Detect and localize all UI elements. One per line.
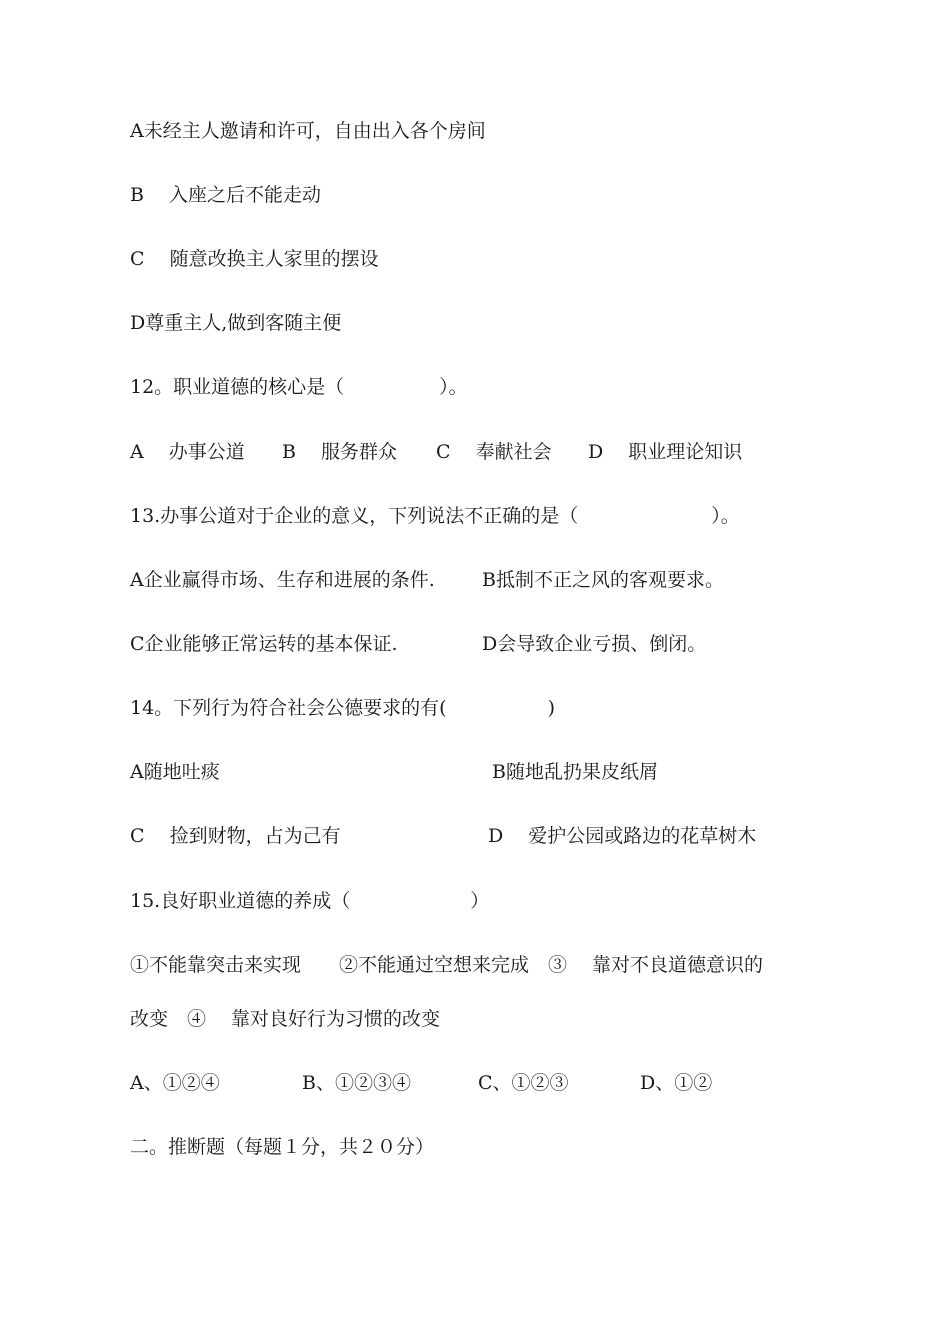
q14-option-c: C 捡到财物，占为己有 xyxy=(130,825,341,847)
q15-stem: 15.良好职业道德的养成（ ） xyxy=(130,890,490,912)
q15-statements-line2: 改变 ④ 靠对良好行为习惯的改变 xyxy=(130,1008,441,1030)
q15-option-d: D、①② xyxy=(640,1072,713,1094)
q11-option-c: C 随意改换主人家里的摆设 xyxy=(130,248,379,270)
q15-statements-line1: ①不能靠突击来实现 ②不能通过空想来完成 ③ 靠对不良道德意识的 xyxy=(130,954,764,976)
q14-option-a: A随地吐痰 xyxy=(130,761,220,783)
q12-option-d: D 职业理论知识 xyxy=(588,441,743,463)
q13-option-b: B抵制不正之风的客观要求。 xyxy=(482,569,724,591)
q13-option-a: A企业赢得市场、生存和进展的条件. xyxy=(130,569,435,591)
q15-option-a: A、①②④ xyxy=(130,1072,220,1094)
q12-option-c: C 奉献社会 xyxy=(436,441,552,463)
q12-option-b: B 服务群众 xyxy=(282,441,398,463)
q12-stem: 12。职业道德的核心是（ ）。 xyxy=(130,376,468,398)
q13-option-c: C企业能够正常运转的基本保证. xyxy=(130,633,398,655)
q11-option-a: A未经主人邀请和许可，自由出入各个房间 xyxy=(130,120,486,142)
section-2-heading: 二。推断题（每题１分，共２０分） xyxy=(130,1136,435,1158)
q15-option-c: C、①②③ xyxy=(478,1072,569,1094)
q13-option-d: D会导致企业亏损、倒闭。 xyxy=(482,633,707,655)
q14-option-d: D 爱护公园或路边的花草树木 xyxy=(488,825,757,847)
q12-option-a: A 办事公道 xyxy=(130,441,245,463)
q14-stem: 14。下列行为符合社会公德要求的有( ) xyxy=(130,697,556,719)
q13-stem: 13.办事公道对于企业的意义，下列说法不正确的是（ ）。 xyxy=(130,505,740,527)
q11-option-b: B 入座之后不能走动 xyxy=(130,184,322,206)
q11-option-d: D尊重主人,做到客随主便 xyxy=(130,312,342,334)
q14-option-b: B随地乱扔果皮纸屑 xyxy=(492,761,658,783)
q15-option-b: B、①②③④ xyxy=(302,1072,411,1094)
